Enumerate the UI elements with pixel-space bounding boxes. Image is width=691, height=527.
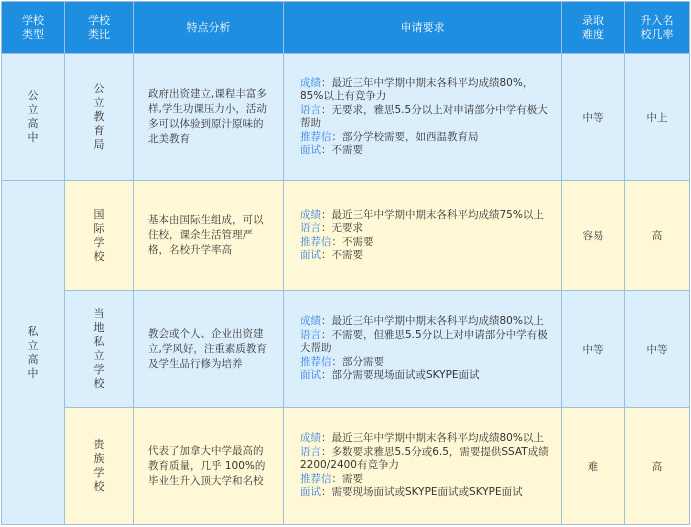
req-recommendation: 推荐信：需要 — [300, 472, 363, 485]
rate-cell: 中等 — [625, 291, 690, 408]
category-cell: 国际学校 — [65, 181, 134, 291]
requirements-cell — [284, 54, 562, 181]
type-public: 公立高中 — [2, 54, 65, 181]
req-language: 语言：不需要，但雅思5.5分以上对申请部分中学有极大帮助 — [300, 328, 548, 355]
req-interview: 面试：不需要 — [300, 144, 363, 156]
req-interview: 面试：不需要 — [300, 249, 363, 261]
difficulty-cell: 中等 — [562, 291, 625, 408]
req-grades: 成绩：最近三年中学期中期末各科平均成绩80%以上 — [300, 432, 544, 445]
difficulty-cell: 中等 — [562, 54, 625, 181]
header-type: 学校类型 — [2, 2, 65, 54]
difficulty-cell: 容易 — [562, 181, 625, 291]
header-category: 学校类比 — [65, 2, 134, 54]
req-grades: 成绩：最近三年中学期中期末各科平均成绩80%，85%以上有竞争力 — [300, 76, 534, 102]
features-cell: 基本由国际生组成，可以住校，课余生活管理严格，名校升学率高 — [134, 181, 284, 291]
table-row — [2, 181, 690, 291]
req-grades: 成绩：最近三年中学期中期末各科平均成绩80%以上 — [300, 315, 544, 328]
category-cell: 当地私立学校 — [65, 291, 134, 408]
req-recommendation: 推荐信：部分需要 — [300, 355, 384, 368]
header-admission-rate: 升入名校几率 — [625, 2, 690, 54]
difficulty-cell: 难 — [562, 408, 625, 525]
requirements-cell — [284, 181, 562, 291]
header-features: 特点分析 — [134, 2, 284, 54]
table-row — [2, 291, 690, 408]
table-row — [2, 408, 690, 525]
rate-cell: 高 — [625, 408, 690, 525]
req-recommendation: 推荐信：不需要 — [300, 235, 374, 248]
req-language: 语言：多数要求雅思5.5分或6.5，需要提供SSAT成绩2200/2400有竞争力 — [300, 445, 549, 472]
features-cell: 政府出资建立,课程丰富多样,学生功课压力小，活动多可以体验到原汁原味的北美教育 — [134, 54, 284, 181]
req-recommendation: 推荐信：部分学校需要，如西温教育局 — [300, 130, 479, 143]
requirements-cell — [284, 291, 562, 408]
header-row — [2, 2, 690, 54]
type-private: 私立高中 — [2, 181, 65, 525]
req-interview: 面试：需要现场面试或SKYPE面试或SKYPE面试 — [300, 486, 523, 499]
rate-cell: 中上 — [625, 54, 690, 181]
school-comparison-table — [1, 1, 690, 525]
features-cell: 教会或个人、企业出资建立,学风好，注重素质教育及学生品行修为培养 — [134, 291, 284, 408]
category-cell: 公立教育局 — [65, 54, 134, 181]
req-language: 语言：无要求 — [300, 222, 363, 234]
requirements-cell — [284, 408, 562, 525]
req-language: 语言：无要求，雅思5.5分以上对申请部分中学有极大帮助 — [300, 103, 548, 129]
req-interview: 面试：部分需要现场面试或SKYPE面试 — [300, 369, 480, 382]
header-requirements: 申请要求 — [284, 2, 562, 54]
req-grades: 成绩：最近三年中学期中期末各科平均成绩75%以上 — [300, 208, 544, 221]
rate-cell: 高 — [625, 181, 690, 291]
category-cell: 贵族学校 — [65, 408, 134, 525]
table-row — [2, 54, 690, 181]
features-cell: 代表了加拿大中学最高的教育质量，几乎 100%的毕业生升入顶大学和名校 — [134, 408, 284, 525]
header-difficulty: 录取难度 — [562, 2, 625, 54]
